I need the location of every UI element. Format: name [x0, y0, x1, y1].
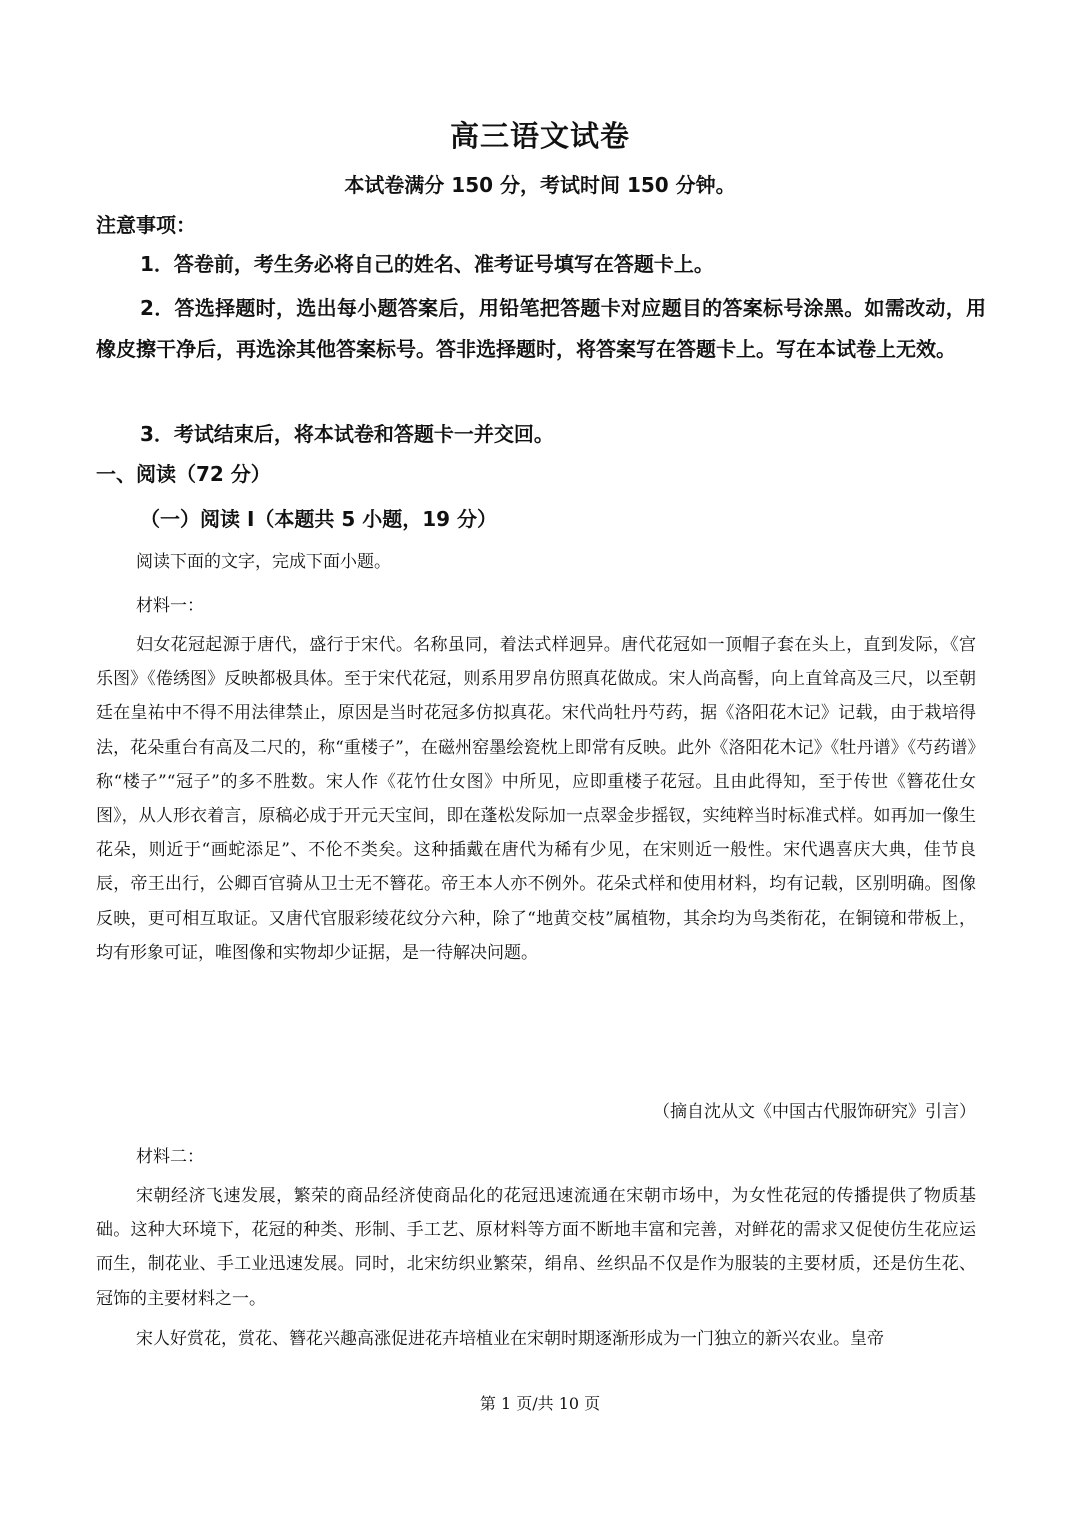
- notice-item-3: 3．考试结束后，将本试卷和答题卡一并交回。: [140, 422, 554, 446]
- subsection-heading: （一）阅读 I（本题共 5 小题，19 分）: [140, 507, 498, 531]
- page-number: 第 1 页/共 10 页: [479, 1394, 601, 1413]
- material-1-source: （摘自沈从文《中国古代服饰研究》引言）: [653, 1102, 976, 1122]
- reading-instruction: 阅读下面的文字，完成下面小题。: [136, 552, 391, 572]
- material-2-paragraph-2: 宋人好赏花，赏花、簪花兴趣高涨促进花卉培植业在宋朝时期逐渐形成为一门独立的新兴农业。皇帝: [136, 1329, 884, 1349]
- material-2-label: 材料二：: [136, 1147, 204, 1167]
- exam-title: 高三语文试卷: [449, 119, 630, 153]
- notice-item-2: 2．答选择题时，选出每小题答案后，用铅笔把答题卡对应题目的答案标号涂黑。如需改动，用橡皮擦干净后，再选涂其他答案标号。答非选择题时，将答案写在答题卡上。写在本试卷上无效。: [96, 296, 986, 361]
- section-heading: 一、阅读（72 分）: [96, 462, 271, 486]
- material-1-label: 材料一：: [136, 596, 204, 616]
- material-2-paragraph-1: 宋朝经济飞速发展，繁荣的商品经济使商品化的花冠迅速流通在宋朝市场中，为女性花冠的传播提供了物质基础。这种大环境下，花冠的种类、形制、手工艺、原材料等方面不断地丰富和完善，对鲜花的需求又促使仿生花应运而生，制花业、手工业迅速发展。同时，北宋纺织业繁荣，绢帛、丝织品不仅是作为服装的主要材质，还是仿生花、冠饰的主要材料之一。: [96, 1186, 976, 1309]
- notice-item-1: 1．答卷前，考生务必将自己的姓名、准考证号填写在答题卡上。: [140, 252, 714, 276]
- notice-heading: 注意事项：: [96, 213, 196, 237]
- material-1-text: 妇女花冠起源于唐代，盛行于宋代。名称虽同，着法式样迥异。唐代花冠如一顶帽子套在头上，直到发际，《宫乐图》《倦绣图》反映都极具体。至于宋代花冠，则系用罗帛仿照真花做成。宋人尚高髻，向上直耸高及三尺，以至朝廷在皇祐中不得不用法律禁止，原因是当时花冠多仿拟真花。宋代尚牡丹芍药，据《洛阳花木记》记载，由于栽培得法，花朵重台有高及二尺的，称“重楼子”，在磁州窑墨绘瓷枕上即常有反映。此外《洛阳花木记》《牡丹谱》《芍药谱》称“楼子”“冠子”的多不胜数。宋人作《花竹仕女图》中所见，应即重楼子花冠。且由此得知，至于传世《簪花仕女图》，从人形衣着言，原稿必成于开元天宝间，即在蓬松发际加一点翠金步摇钗，实纯粹当时标准式样。如再加一像生花朵，则近于“画蛇添足”、不伦不类矣。这种插戴在唐代为稀有少见，在宋则近一般性。宋代遇喜庆大典，佳节良辰，帝王出行，公卿百官骑从卫士无不簪花。帝王本人亦不例外。花朵式样和使用材料，均有记载，区别明确。图像反映，更可相互取证。又唐代官服彩绫花纹分六种，除了“地黄交枝”属植物，其余均为鸟类衔花，在铜镜和带板上，均有形象可证，唯图像和实物却少证据，是一待解决问题。: [96, 635, 976, 963]
- exam-subtitle: 本试卷满分 150 分，考试时间 150 分钟。: [344, 173, 736, 197]
